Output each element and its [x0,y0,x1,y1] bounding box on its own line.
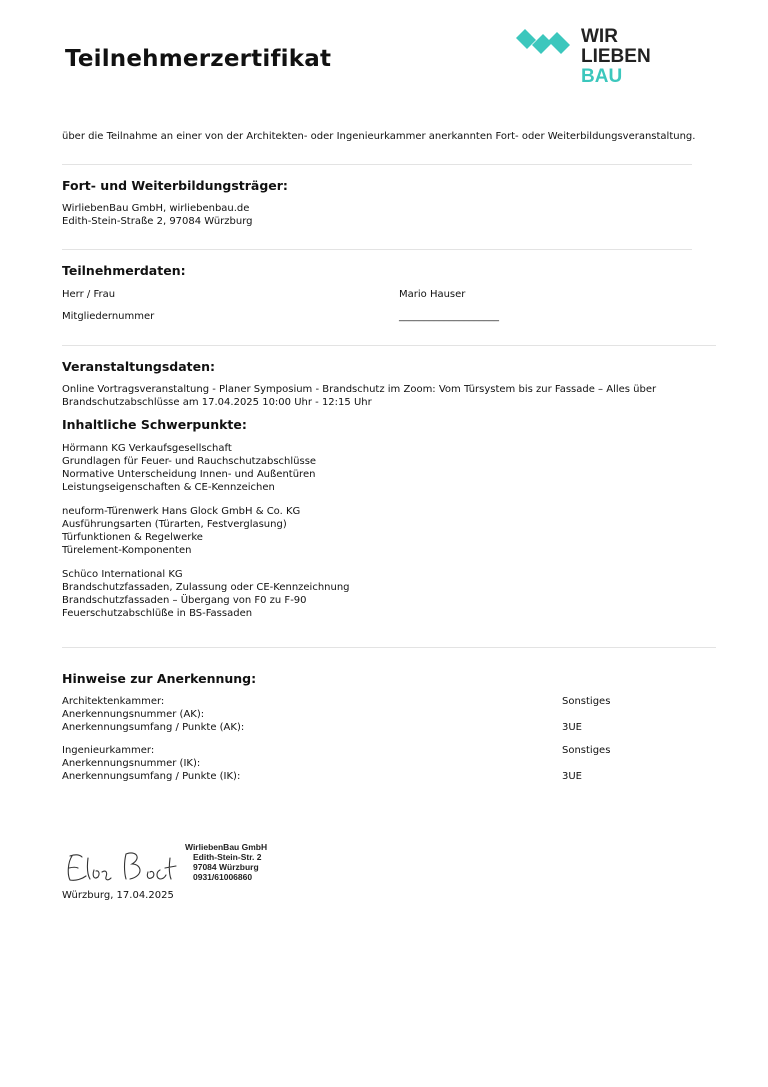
ak-points-value: 3UE [562,722,582,733]
list-item: Feuerschutzabschlüße in BS-Fassaden [62,608,253,619]
recognition-heading: Hinweise zur Anerkennung: [62,671,257,686]
member-number-label: Mitgliedernummer [62,311,155,322]
salutation-label: Herr / Frau [62,289,116,300]
focus-group-2 [62,505,300,557]
divider [62,164,692,165]
provider-line-1: WirliebenBau GmbH, wirliebenbau.de [62,203,250,214]
divider [62,249,692,250]
participant-heading: Teilnehmerdaten: [62,263,186,278]
ik-chamber-value: Sonstiges [562,745,611,756]
company-stamp [185,842,267,882]
ak-chamber-value: Sonstiges [562,696,611,707]
list-item: Normative Unterscheidung Innen- und Außentüren [62,469,316,480]
list-item: Hörmann KG Verkaufsgesellschaft [62,443,232,454]
list-item: Leistungseigenschaften & CE-Kennzeichen [62,482,275,493]
ak-points-label: Anerkennungsumfang / Punkte (AK): [62,722,245,733]
participant-name: Mario Hauser [399,289,466,300]
stamp-line: WirliebenBau GmbH [185,842,268,852]
page-title: Teilnehmerzertifikat [65,46,332,72]
divider [62,345,716,346]
divider [62,647,716,648]
stamp-line: 0931/61006860 [193,872,253,882]
ik-chamber-label: Ingenieurkammer: [62,745,155,756]
list-item: Türfunktionen & Regelwerke [62,532,203,543]
logo-wordmark [581,27,651,87]
ik-points-label: Anerkennungsumfang / Punkte (IK): [62,771,241,782]
list-item: Türelement-Komponenten [62,545,192,556]
list-item: Grundlagen für Feuer- und Rauchschutzabschlüsse [62,456,317,467]
focus-group-3 [62,568,350,620]
company-logo [516,27,666,97]
event-line-1: Online Vortragsveranstaltung - Planer Symposium - Brandschutz im Zoom: Vom Türsystem bis zur Fassade – Alles über [62,384,657,395]
logo-line-2: LIEBEN [581,46,651,67]
place-date: Würzburg, 17.04.2025 [62,890,174,901]
stamp-line: 97084 Würzburg [193,862,259,872]
list-item: Schüco International KG [62,569,183,580]
stamp-line: Edith-Stein-Str. 2 [193,852,262,862]
list-item: Brandschutzfassaden, Zulassung oder CE-Kennzeichnung [62,582,350,593]
event-line-2: Brandschutzabschlüsse am 17.04.2025 10:00 Uhr - 12:15 Uhr [62,397,372,408]
ik-number-label: Anerkennungsnummer (IK): [62,758,201,769]
list-item: neuform-Türenwerk Hans Glock GmbH & Co. KG [62,506,301,517]
focus-heading: Inhaltliche Schwerpunkte: [62,417,247,432]
intro-text: über die Teilnahme an einer von der Architekten- oder Ingenieurkammer anerkannten Fort- oder Weiterbildungsveranstaltung. [62,131,696,142]
list-item: Brandschutzfassaden – Übergang von F0 zu F-90 [62,595,307,606]
member-number-value: ____________________ [399,311,499,322]
logo-line-3: BAU [581,66,623,87]
provider-line-2: Edith-Stein-Straße 2, 97084 Würzburg [62,216,253,227]
focus-group-1 [62,442,316,494]
event-heading: Veranstaltungsdaten: [62,359,215,374]
ik-points-value: 3UE [562,771,582,782]
provider-heading: Fort- und Weiterbildungsträger: [62,178,288,193]
handwritten-signature [64,848,182,888]
ak-chamber-label: Architektenkammer: [62,696,165,707]
list-item: Ausführungsarten (Türarten, Festverglasung) [62,519,287,530]
logo-chevron-icon [516,29,574,63]
ak-number-label: Anerkennungsnummer (AK): [62,709,205,720]
logo-line-1: WIR [581,26,618,47]
